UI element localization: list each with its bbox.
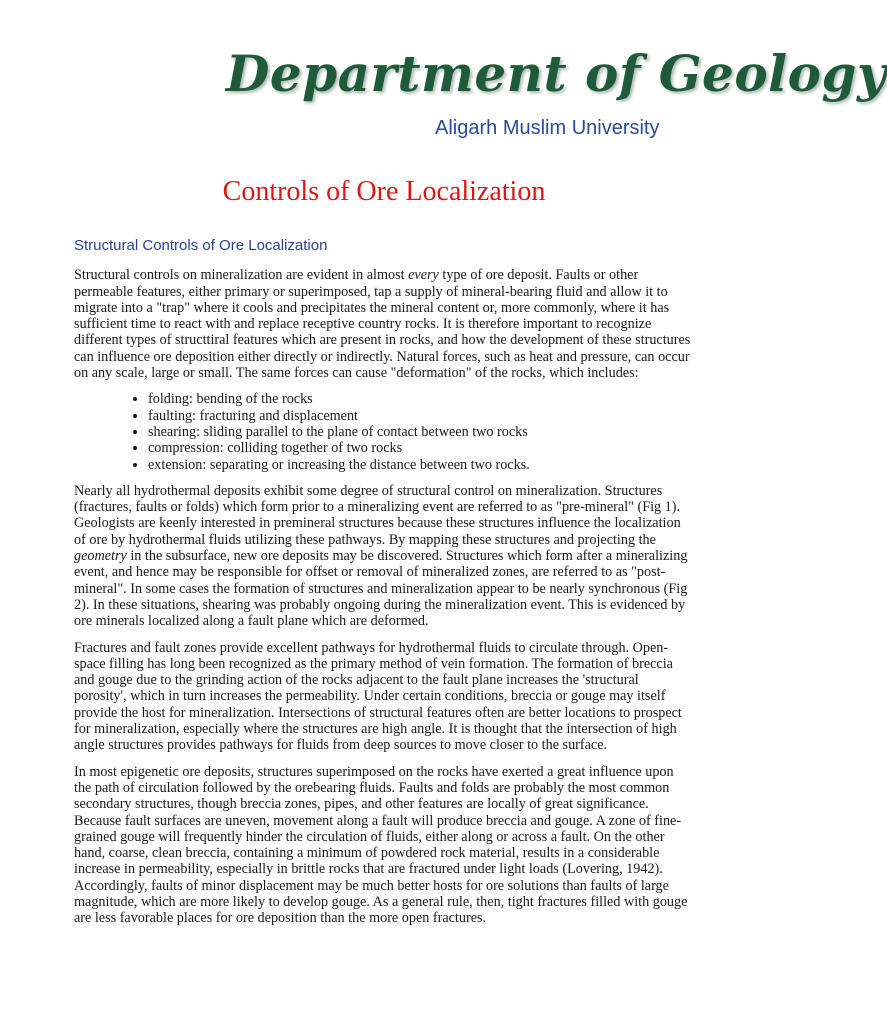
intro-text-1: Structural controls on mineralization are evident in almost — [74, 267, 409, 284]
section-heading: Structural Controls of Ore Localization — [74, 237, 328, 254]
para2-text-2: in the subsurface, new ore deposits may be discovered. Structures which form after a mineralizing event, and hence may be responsible for offset or removal of mineralized zones, are referred to as "post-mineral". In some cases the formation of structures and mineralization appear to be nearly synchronous (Fig 2). In these situations, shearing was probably ongoing during the mineralization event. This is evidenced by ore minerals localized along a fault plane which are deformed. — [74, 548, 688, 630]
paragraph-fractures: Fractures and fault zones provide excellent pathways for hydrothermal fluids to circulate through. Open-space filling has long been recognized as the primary method of vein formation. The formation of breccia and gouge due to the grinding action of the rocks adjacent to the fault plane increases the 'structural porosity', which in turn increases the permeability. Under certain conditions, breccia or gouge may itself provide the host for mineralization. Intersections of structural features often are better locations to prospect for mineralization, especially where the structures are high angle. It is thought that the intersection of high angle structures provides pathways for fluids from deep sources to move closer to the surface. — [74, 639, 682, 754]
intro-paragraph — [74, 267, 694, 381]
list-item: • compression: colliding together of two rocks — [148, 440, 694, 456]
list-item: • extension: separating or increasing the distance between two rocks. — [148, 457, 694, 473]
paragraph-hydrothermal — [74, 483, 694, 630]
article-body — [74, 238, 694, 937]
para2-emphasis: geometry — [74, 548, 127, 565]
para2-text-1: Nearly all hydrothermal deposits exhibit some degree of structural control on mineralization. Structures (fractures, faults or folds) which form prior to a mineralizing event are referred to as "pre-mineral" (Fig 1). Geologists are keenly interested in premineral structures because these structures influence the localization of ore by hydrothermal fluids utilizing these pathways. By mapping these structures and projecting the — [74, 482, 681, 548]
intro-emphasis: every — [408, 267, 439, 284]
list-item: • faulting: fracturing and displacement — [148, 408, 694, 424]
paragraph-epigenetic: In most epigenetic ore deposits, structures superimposed on the rocks have exerted a great influence upon the path of circulation followed by the orebearing fluids. Faults and folds are probably the most common secondary structures, though breccia zones, pipes, and other features are locally of great significance. Because fault surfaces are uneven, movement along a fault will produce breccia and gouge. A zone of fine-grained gouge will frequently hinder the circulation of fluids, either along or across a fault. On the other hand, coarse, clean breccia, containing a minimum of powdered rock material, results in a considerable increase in permeability, especially in brittle rocks that are fractured under light loads (Lovering, 1942). Accordingly, faults of minor displacement may be much better hosts for ore solutions than faults of large magnitude, which are more likely to develop gouge. As a general rule, then, tight fractures filled with gouge are less favorable places for ore deposition than the more open fractures. — [74, 763, 688, 927]
list-item: • folding: bending of the rocks — [148, 391, 694, 407]
deformation-list — [74, 391, 694, 472]
department-logo-title: Department of Geology — [226, 44, 887, 103]
page-header — [0, 0, 887, 150]
university-name: Aligarh Muslim University — [435, 117, 660, 139]
intro-text-2: type of ore deposit. Faults or other permeable features, either primary or superimposed, tap a supply of mineral-bearing fluid and allow it to migrate into a "trap" where it cools and precipitates the mineral content or, more commonly, where it has sufficient time to react with and replace receptive country rocks. It is therefore important to recognize different types of structtiral features which are present in rocks, and how the development of these structures can influence ore deposition either directly or indirectly. Natural forces, such as heat and pressure, can occur on any scale, large or small. The same forces can cause "deformation" of the rocks, which includes: — [74, 267, 691, 382]
page-title: Controls of Ore Localization — [222, 176, 546, 207]
list-item: • shearing: sliding parallel to the plane of contact between two rocks — [148, 424, 694, 440]
